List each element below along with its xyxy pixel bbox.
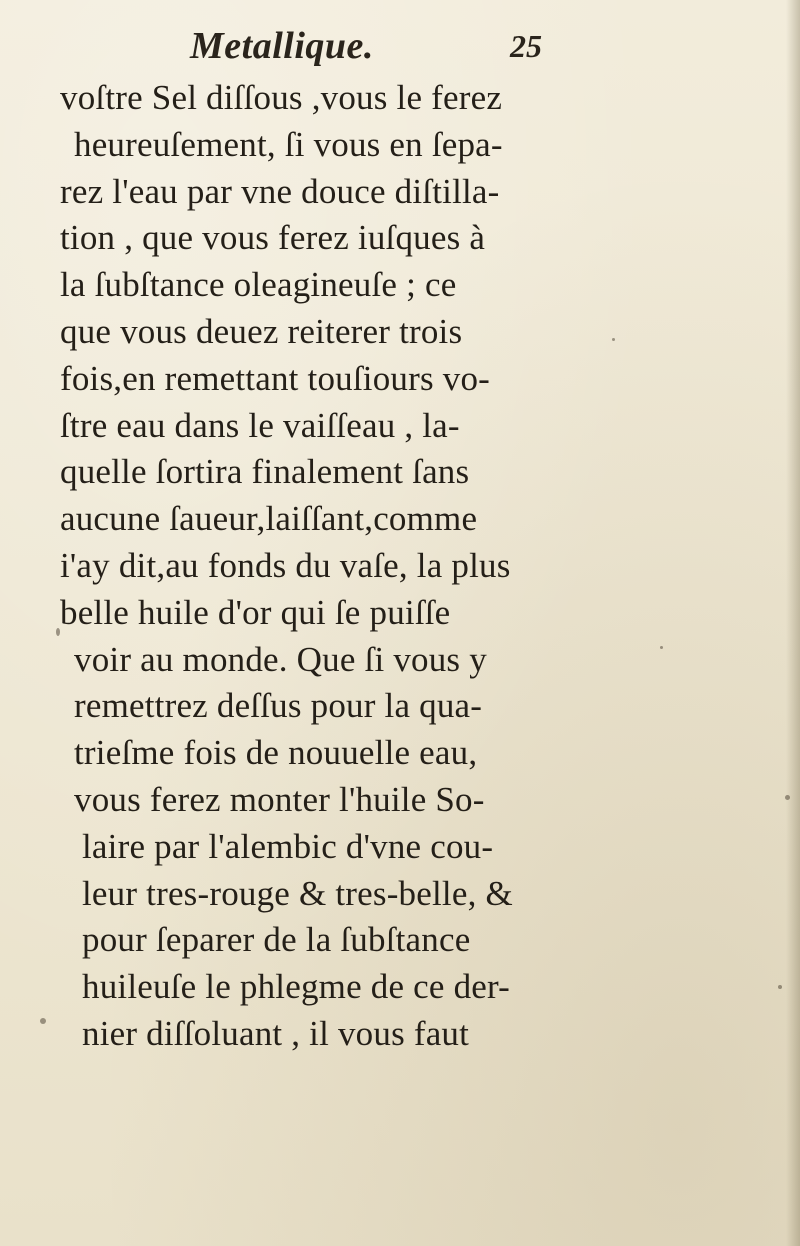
text-line: leur tres-rouge & tres-belle, & [82,873,513,913]
text-line: voir au monde. Que ſi vous y [74,639,487,679]
text-line: voſtre Sel diſſous ,vous le ferez [60,78,503,117]
text-line: nier diſſoluant , il vous faut [82,1013,470,1053]
text-line: aucune ſaueur,laiſſant,comme [60,499,478,539]
paper-speck [778,985,782,989]
text-line: belle huile d'or qui ſe puiſſe [60,592,451,632]
text-line: rez l'eau par vne douce diſtilla- [60,171,500,211]
text-line: la ſubſtance oleagineuſe ; ce [60,265,457,305]
text-line: ſtre eau dans le vaiſſeau , la- [60,405,460,445]
text-line: fois,en remettant touſiours vo- [60,358,490,398]
page-header [0,24,800,74]
running-head: Metallique. [190,25,374,67]
text-line: vous ferez monter l'huile So- [74,779,485,819]
text-line: trieſme fois de nouuelle eau, [74,733,478,773]
paper-speck [56,628,60,636]
page-edge-shadow [786,0,800,1246]
text-line: que vous deuez reiterer trois [60,311,463,351]
paper-speck [612,338,615,341]
paper-speck [785,795,790,800]
paper-speck [660,646,663,649]
body-text [60,75,600,1058]
text-line: remettrez deſſus pour la qua- [74,686,483,726]
text-line: tion , que vous ferez iuſques à [60,218,486,258]
text-line: laire par l'alembic d'vne cou- [82,826,494,866]
paper-speck [40,1018,46,1024]
text-line: heureuſement, ſi vous en ſepa- [74,124,503,164]
text-line: quelle ſortira finalement ſans [60,452,470,492]
text-line: huileuſe le phlegme de ce der- [82,967,511,1007]
text-line: pour ſeparer de la ſubſtance [82,920,471,960]
text-line: i'ay dit,au fonds du vaſe, la plus [60,545,511,585]
page-number: 25 [510,28,542,64]
